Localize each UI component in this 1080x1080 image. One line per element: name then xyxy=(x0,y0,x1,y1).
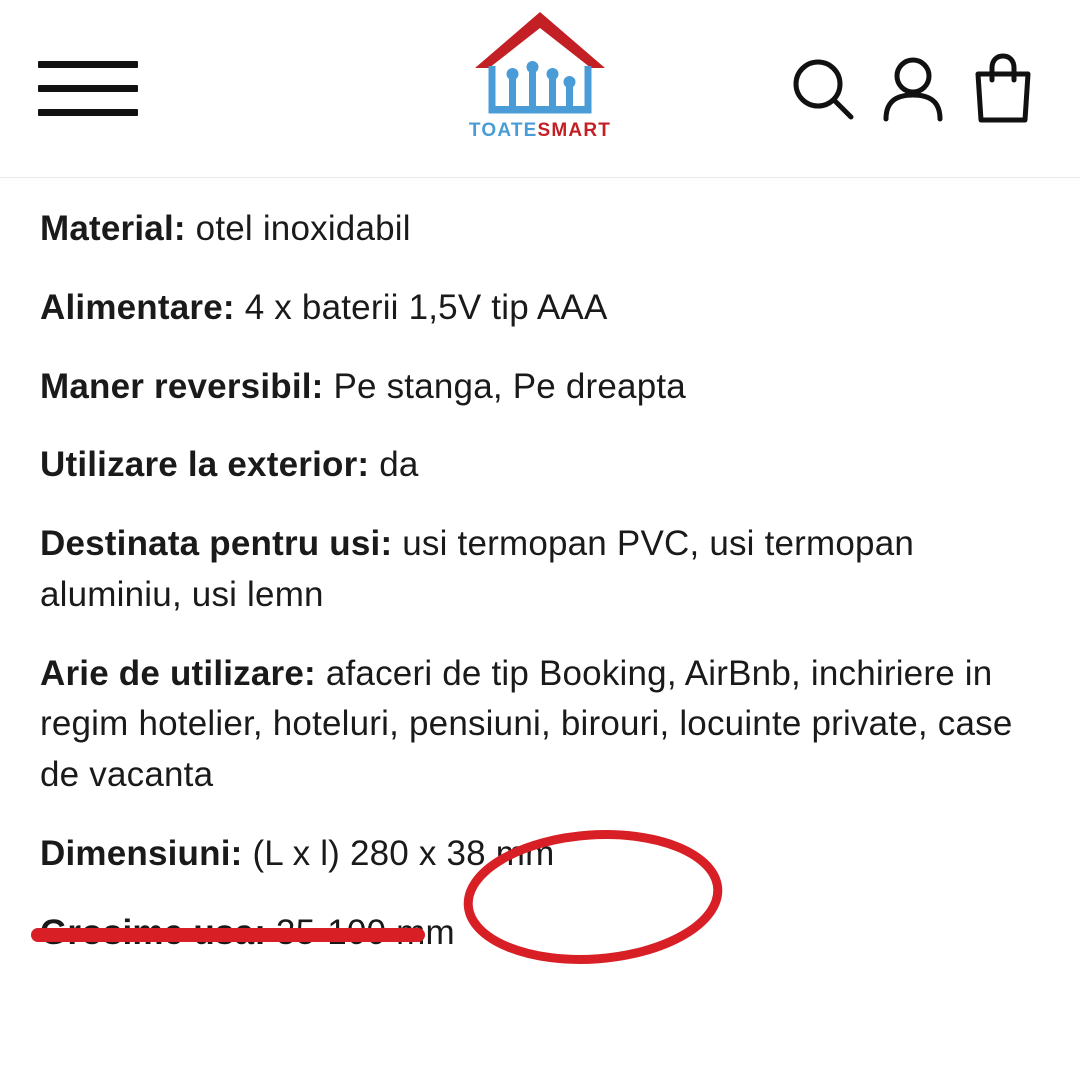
cart-icon[interactable] xyxy=(964,47,1042,131)
spec-label: Maner reversibil: xyxy=(40,366,324,406)
spec-label: Utilizare la exterior: xyxy=(40,445,370,485)
spec-value: da xyxy=(379,445,419,485)
spec-row-destinata-pentru-usi xyxy=(40,519,1040,621)
spec-row-alimentare xyxy=(40,283,1040,334)
spec-label: Alimentare: xyxy=(40,287,235,327)
spec-row-dimensiuni xyxy=(40,829,1040,880)
spec-value: afaceri de tip Booking, AirBnb, inchiriere in regim hotelier, hoteluri, pensiuni, birouri, locuinte private, case de vacanta xyxy=(40,653,1013,794)
spec-row-grosime-usa xyxy=(40,908,1040,959)
spec-label: Grosime usa: xyxy=(40,912,267,952)
spec-value: 35-100 mm xyxy=(276,912,455,952)
brand-word-first: TOATE xyxy=(468,120,538,141)
house-logo-icon xyxy=(465,6,615,118)
spec-value: usi termopan PVC, usi termopan aluminiu, usi lemn xyxy=(40,524,915,614)
site-header xyxy=(0,0,1080,178)
header-actions xyxy=(784,47,1042,131)
spec-label: Destinata pentru usi: xyxy=(40,524,393,563)
search-icon[interactable] xyxy=(784,47,862,131)
menu-bar xyxy=(38,85,138,92)
product-specifications xyxy=(0,178,1080,958)
spec-row-material xyxy=(40,204,1040,255)
spec-value: (L x l) 280 x 38 mm xyxy=(252,833,555,873)
spec-value: Pe stanga, Pe dreapta xyxy=(333,366,686,406)
menu-bar xyxy=(38,109,138,116)
account-icon[interactable] xyxy=(874,47,952,131)
spec-value: otel inoxidabil xyxy=(195,209,411,248)
hamburger-menu-icon[interactable] xyxy=(38,54,138,124)
site-logo[interactable] xyxy=(425,6,655,142)
spec-row-utilizare-exterior xyxy=(40,440,1040,491)
spec-label: Dimensiuni: xyxy=(40,833,243,873)
spec-label: Material: xyxy=(40,209,186,248)
spec-row-arie-de-utilizare xyxy=(40,649,1040,801)
spec-value: 4 x baterii 1,5V tip AAA xyxy=(244,287,608,327)
brand-wordmark xyxy=(469,120,611,142)
spec-row-maner-reversibil xyxy=(40,362,1040,413)
spec-label: Arie de utilizare: xyxy=(40,653,316,693)
menu-bar xyxy=(38,61,138,68)
brand-word-second: SMART xyxy=(537,120,612,141)
